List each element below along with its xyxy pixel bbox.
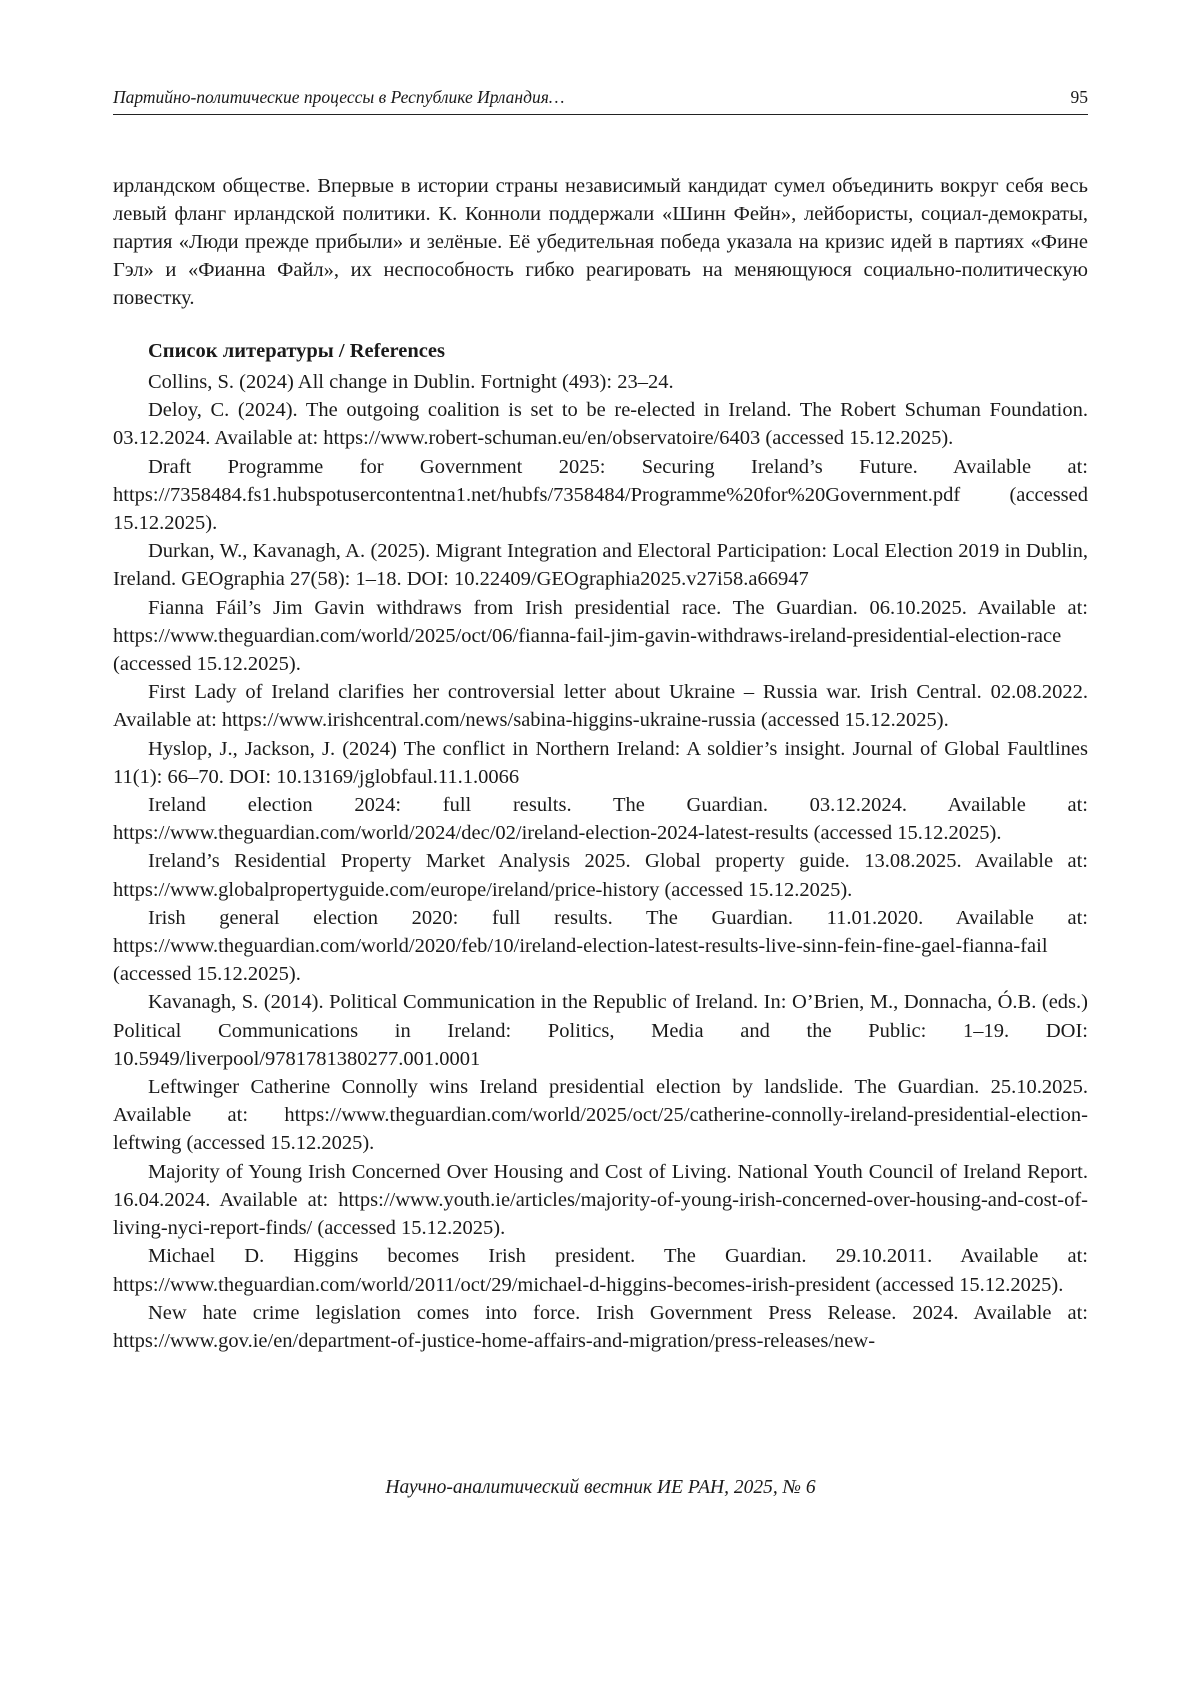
reference-item: Ireland’s Residential Property Market Analysis 2025. Global property guide. 13.08.2025. Available at: https://www.globalpropertyguide.com/europe/ireland/price-history (accessed 15.12.2025). <box>113 850 1088 901</box>
reference-item: Collins, S. (2024) All change in Dublin. Fortnight (493): 23–24. <box>148 371 674 393</box>
references-heading: Список литературы / References <box>148 340 445 362</box>
reference-item: Hyslop, J., Jackson, J. (2024) The conflict in Northern Ireland: A soldier’s insight. Journal of Global Faultlines 11(1): 66–70. DOI: 10.13169/jglobfaul.11.1.0066 <box>113 737 1088 788</box>
reference-item: Majority of Young Irish Concerned Over Housing and Cost of Living. National Youth Council of Ireland Report. 16.04.2024. Available at: https://www.youth.ie/articles/majority-of-young-irish-concerned-over-housing-and-cost-of-living-nyci-report-finds/ (accessed 15.12.2025). <box>113 1160 1088 1240</box>
running-footer: Научно-аналитический вестник ИЕ РАН, 2025, № 6 <box>385 1477 816 1498</box>
reference-item: Draft Programme for Government 2025: Securing Ireland’s Future. Available at: https://7358484.fs1.hubspotusercontentna1.net/hubfs/7358484/Programme%20for%20Government.pdf (accessed 15.12.2025). <box>113 455 1088 535</box>
reference-item: First Lady of Ireland clarifies her controversial letter about Ukraine – Russia war. Irish Central. 02.08.2022. Available at: https://www.irishcentral.com/news/sabina-higgins-ukraine-russia (accessed 15.12.2025). <box>113 681 1088 732</box>
reference-item: Durkan, W., Kavanagh, A. (2025). Migrant Integration and Electoral Participation: Local Election 2019 in Dublin, Ireland. GEOgraphia 27(58): 1–18. DOI: 10.22409/GEOgraphia2025.v27i58.a66947 <box>113 540 1088 591</box>
page-number: 95 <box>1070 87 1088 107</box>
reference-item: New hate crime legislation comes into force. Irish Government Press Release. 2024. Available at: https://www.gov.ie/en/department-of-justice-home-affairs-and-migration/press-releases/new- <box>113 1301 1088 1352</box>
reference-item: Ireland election 2024: full results. The Guardian. 03.12.2024. Available at: https://www.theguardian.com/world/2024/dec/02/ireland-election-2024-latest-results (accessed 15.12.2025). <box>113 794 1088 845</box>
reference-item: Michael D. Higgins becomes Irish president. The Guardian. 29.10.2011. Available at: https://www.theguardian.com/world/2011/oct/29/michael-d-higgins-becomes-irish-president (accessed 15.12.2025). <box>113 1245 1088 1296</box>
reference-item: Leftwinger Catherine Connolly wins Ireland presidential election by landslide. The Guardian. 25.10.2025. Available at: https://www.theguardian.com/world/2025/oct/25/catherine-connolly-ireland-presidential-election-leftwing (accessed 15.12.2025). <box>113 1076 1088 1155</box>
body-paragraph: ирландском обществе. Впервые в истории страны независимый кандидат сумел объединить вокруг себя весь левый фланг ирландской политики. К. Конноли поддержали «Шинн Фейн», лейбористы, социал-демократы, партия «Люди прежде прибыли» и зелёные. Её убедительная победа указала на кризис идей в партиях «Фине Гэл» и «Фианна Файл», их неспособность гибко реагировать на меняющуюся социально-политическую повестку. <box>113 175 1088 309</box>
reference-item: Deloy, C. (2024). The outgoing coalition is set to be re-elected in Ireland. The Robert Schuman Foundation. 03.12.2024. Available at: https://www.robert-schuman.eu/en/observatoire/6403 (accessed 15.12.2025). <box>113 399 1088 450</box>
running-header-title: Партийно-политические процессы в Республике Ирландия… <box>113 87 565 107</box>
references-list <box>113 368 1088 1355</box>
running-header <box>113 84 1088 115</box>
reference-item: Irish general election 2020: full results. The Guardian. 11.01.2020. Available at: https://www.theguardian.com/world/2020/feb/10/ireland-election-latest-results-live-sinn-fein-fine-gael-fianna-fail (accessed 15.12.2025). <box>113 906 1088 986</box>
reference-item: Fianna Fáil’s Jim Gavin withdraws from Irish presidential race. The Guardian. 06.10.2025. Available at: https://www.theguardian.com/world/2025/oct/06/fianna-fail-jim-gavin-withdraws-ireland-presidential-election-race (accessed 15.12.2025). <box>113 596 1088 676</box>
reference-item: Kavanagh, S. (2014). Political Communication in the Republic of Ireland. In: O’Brien, M., Donnacha, Ó.B. (eds.) Political Communications in Ireland: Politics, Media and the Public: 1–19. DOI: 10.5949/liverpool/9781781380277.001.0001 <box>113 991 1088 1070</box>
